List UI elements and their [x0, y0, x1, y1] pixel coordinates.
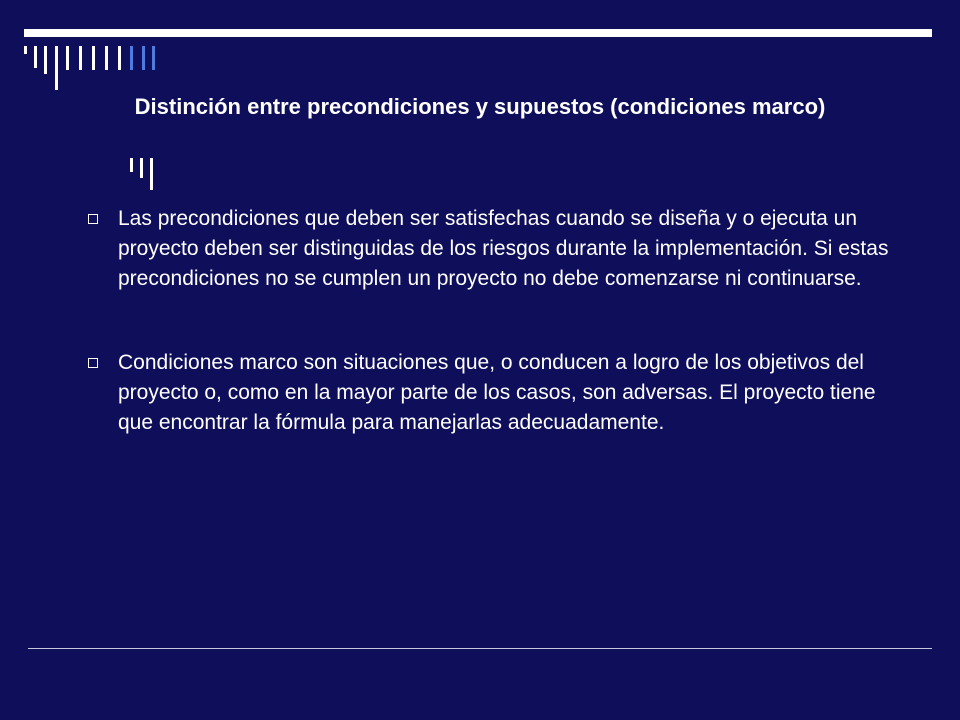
bullet-list [86, 204, 906, 492]
square-bullet-icon [88, 358, 98, 368]
slide-title: Distinción entre precondiciones y supuestos (condiciones marco) [134, 94, 826, 119]
bullet-item [86, 348, 906, 438]
decorative-bars-title [130, 158, 170, 192]
top-rule [24, 29, 932, 37]
decorative-bars-top [24, 46, 164, 96]
bullet-text: Condiciones marco son situaciones que, o conducen a logro de los objetivos del proyecto o, como en la mayor parte de los casos, son adversas. El proyecto tiene que encontrar la fórmula para manejarlas adecuadamente. [118, 351, 876, 434]
bullet-item [86, 204, 906, 294]
bullet-text: Las precondiciones que deben ser satisfechas cuando se diseña y o ejecuta un proyecto deben ser distinguidas de los riesgos durante la implementación. Si estas precondiciones no se cumplen un proyecto no debe comenzarse ni continuarse. [118, 207, 889, 290]
bottom-rule [28, 648, 932, 649]
square-bullet-icon [88, 214, 98, 224]
